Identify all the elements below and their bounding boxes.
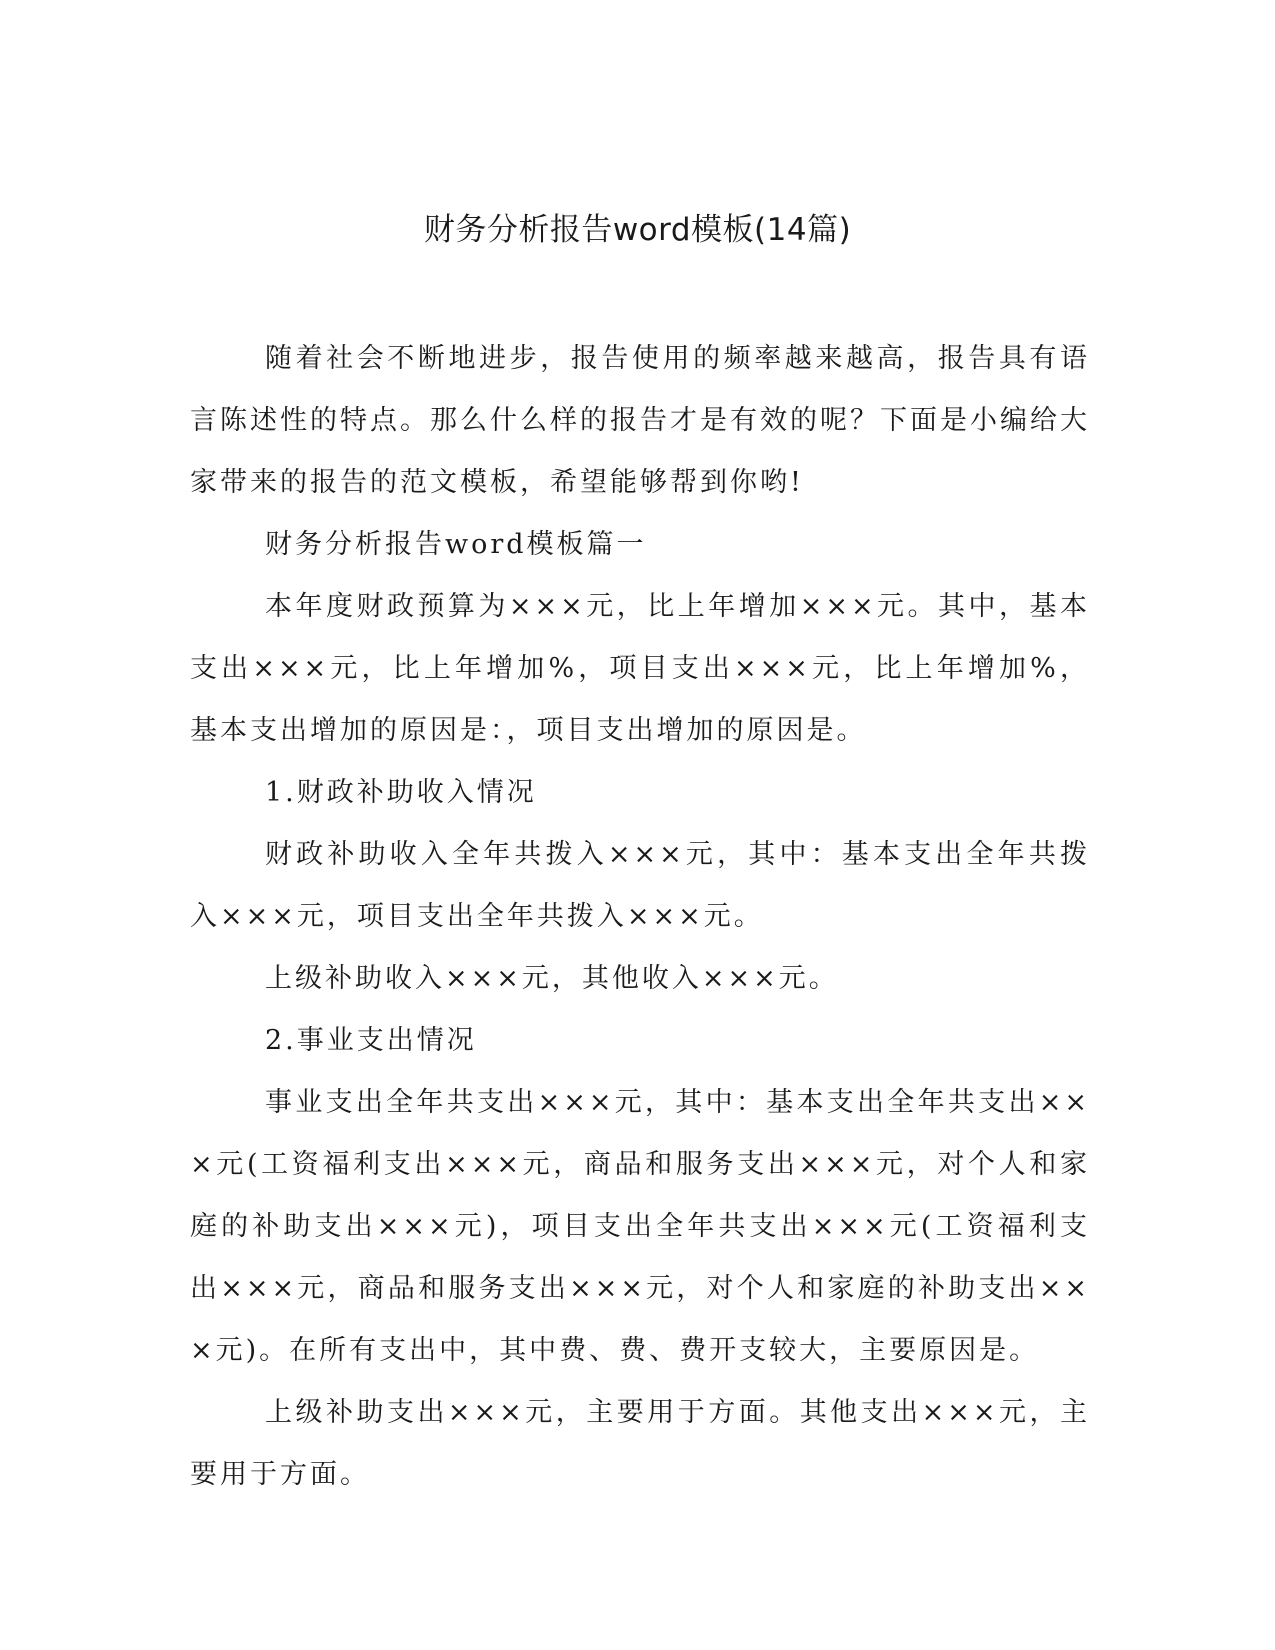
fiscal-subsidy-paragraph: 财政补助收入全年共拨入×××元，其中：基本支出全年共拨入×××元，项目支出全年共拨入×××元。	[190, 839, 1090, 932]
other-expenditure-paragraph: 上级补助支出×××元，主要用于方面。其他支出×××元，主要用于方面。	[190, 1397, 1090, 1490]
subheading-fiscal-subsidy: 1.财政补助收入情况	[265, 777, 537, 808]
document-title: 财务分析报告word模板(14篇)	[423, 212, 852, 248]
section-heading: 财务分析报告word模板篇一	[265, 529, 647, 560]
budget-paragraph: 本年度财政预算为×××元，比上年增加×××元。其中，基本支出×××元，比上年增加%，项目支出×××元，比上年增加%，基本支出增加的原因是：，项目支出增加的原因是。	[190, 591, 1090, 746]
expenditure-paragraph: 事业支出全年共支出×××元，其中：基本支出全年共支出×××元(工资福利支出×××元，商品和服务支出×××元，对个人和家庭的补助支出×××元)，项目支出全年共支出×××元(工资福利支出×××元，商品和服务支出×××元，对个人和家庭的补助支出×××元)。在所有支出中，其中费、费、费开支较大，主要原因是。	[190, 1087, 1090, 1366]
document-body	[190, 328, 1090, 1506]
other-income-paragraph: 上级补助收入×××元，其他收入×××元。	[265, 963, 839, 994]
intro-paragraph: 随着社会不断地进步，报告使用的频率越来越高，报告具有语言陈述性的特点。那么什么样的报告才是有效的呢？下面是小编给大家带来的报告的范文模板，希望能够帮到你哟!	[190, 343, 1090, 498]
subheading-expenditure: 2.事业支出情况	[265, 1025, 477, 1056]
